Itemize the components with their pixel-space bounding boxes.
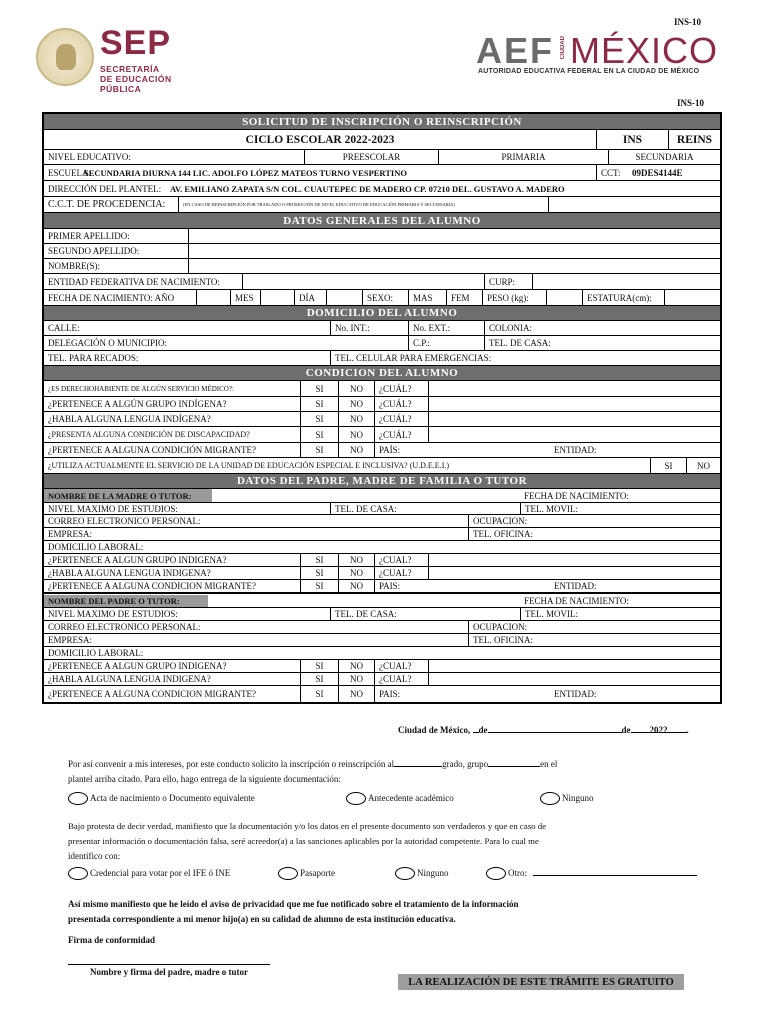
pasaporte-radio-icon[interactable] bbox=[278, 867, 298, 880]
padre-correo-row bbox=[44, 621, 720, 634]
q-grupo-cual-input[interactable] bbox=[428, 397, 720, 411]
inscription-form bbox=[42, 112, 722, 704]
aef-wordmark: AEF bbox=[476, 30, 554, 71]
padre-migrante-pais-label: PAIS: bbox=[374, 686, 550, 702]
peso-input[interactable] bbox=[546, 290, 582, 305]
q-discapacidad-cual-input[interactable] bbox=[428, 427, 720, 442]
ciudad-label: Ciudad de México, bbox=[398, 725, 471, 735]
madre-tel-movil-label: TEL. MOVIL: bbox=[520, 503, 720, 514]
entidad-nacimiento-label: ENTIDAD FEDERATIVA DE NACIMIENTO: bbox=[48, 276, 220, 287]
ninguno-id-radio-icon[interactable] bbox=[395, 867, 415, 880]
protesta-paragraph bbox=[68, 819, 702, 864]
solicitud-text-a: Por así convenir a mis intereses, por este conducto solicito la inscripción o reinscripción al bbox=[68, 759, 395, 769]
q-udeei-label: ¿UTILIZA ACTUALMENTE EL SERVICIO DE LA UNIDAD DE EDUCACIÓN ESPECIAL E INCLUSIVA? (U.D.E.E.I.) bbox=[48, 461, 450, 470]
delegacion-row bbox=[44, 336, 720, 351]
option-otro[interactable] bbox=[486, 866, 697, 881]
madre-nombre-row bbox=[44, 489, 720, 503]
q-udeei-si[interactable]: SI bbox=[650, 458, 686, 473]
padre-empresa-label: EMPRESA: bbox=[48, 635, 93, 645]
padre-domicilio-laboral-label: DOMICILIO LABORAL: bbox=[48, 648, 144, 658]
madre-estudios-row bbox=[44, 503, 720, 515]
option-acta[interactable] bbox=[68, 791, 255, 806]
reins-checkbox[interactable]: REINS bbox=[668, 130, 720, 149]
aef-mexico-wordmark: MÉXICO bbox=[570, 30, 719, 71]
padre-tel-casa-label: TEL. DE CASA: bbox=[330, 608, 520, 620]
entidad-curp-row bbox=[44, 274, 720, 290]
anio-input[interactable] bbox=[196, 290, 230, 305]
grado-label: grado, grupo bbox=[442, 759, 489, 769]
q-lengua-cual-input[interactable] bbox=[428, 412, 720, 426]
curp-label: CURP: bbox=[484, 274, 532, 289]
aef-subtitle: AUTORIDAD EDUCATIVA FEDERAL EN LA CIUDAD DE MÉXICO bbox=[478, 68, 700, 75]
madre-domicilio-laboral-label: DOMICILIO LABORAL: bbox=[48, 542, 144, 552]
segundo-apellido-input[interactable] bbox=[188, 244, 720, 258]
q-grupo-label: ¿PERTENECE A ALGÚN GRUPO INDÍGENA? bbox=[48, 399, 227, 409]
madre-correo-row bbox=[44, 515, 720, 528]
cct-procedencia-note: (EN CASO DE REINSCRIPCIÓN POR TRASLADO O PROMOCIÓN DE NIVEL EDUCATIVO DE EDUCACIÓN PRIMARIA Y SECUNDARIA) bbox=[178, 197, 548, 212]
padre-grupo-cual-label: ¿CUAL? bbox=[374, 660, 428, 672]
peso-label: PESO (kg): bbox=[482, 290, 546, 305]
aef-ciudad-label: CIUDAD bbox=[560, 36, 566, 60]
padre-nombre-row bbox=[44, 595, 720, 608]
sexo-fem-option[interactable]: FEM bbox=[446, 290, 482, 305]
padre-grupo-row bbox=[44, 660, 720, 673]
date-month-field[interactable] bbox=[488, 723, 622, 733]
q-derecho-label: ¿ES DERECHOHABIENTE DE ALGÚN SERVICIO MÉDICO?: bbox=[48, 384, 234, 393]
no-int-label: No. INT.: bbox=[330, 321, 408, 335]
cct-value: 09DES4144E bbox=[632, 167, 683, 178]
dia-input[interactable] bbox=[326, 290, 362, 305]
en-el-label: en el bbox=[540, 759, 558, 769]
antecedente-radio-icon[interactable] bbox=[346, 792, 366, 805]
padre-grupo-label: ¿PERTENECE A ALGUN GRUPO INDIGENA? bbox=[48, 661, 227, 671]
madre-tel-oficina-label: TEL. OFICINA: bbox=[468, 528, 720, 540]
solicitud-text-b: plantel arriba citado. Para ello, hago entrega de la siguiente documentación: bbox=[68, 774, 341, 784]
primaria-option[interactable]: PRIMARIA bbox=[438, 150, 608, 164]
form-title: SOLICITUD DE INSCRIPCIÓN O REINSCRIPCIÓN bbox=[242, 115, 522, 128]
option-ninguno-id[interactable] bbox=[395, 866, 449, 881]
padre-tel-oficina-label: TEL. OFICINA: bbox=[468, 634, 720, 646]
q-lengua-no[interactable]: NO bbox=[338, 412, 374, 426]
q-discapacidad-label: ¿PRESENTA ALGUNA CONDICIÓN DE DISCAPACIDAD? bbox=[48, 430, 250, 439]
delegacion-label: DELEGACIÓN O MUNICIPIO: bbox=[48, 338, 167, 348]
cct-procedencia-row bbox=[44, 197, 720, 213]
solicitud-line-1 bbox=[68, 757, 700, 772]
padre-migrante-entidad-label: ENTIDAD: bbox=[554, 689, 597, 699]
calle-label: CALLE: bbox=[48, 323, 80, 333]
madre-grupo-si[interactable]: SI bbox=[300, 554, 338, 566]
escuela-value: SECUNDARIA DIURNA 144 LIC. ADOLFO LÓPEZ MATEOS TURNO VESPERTINO bbox=[84, 167, 407, 178]
madre-grupo-cual-label: ¿CUAL? bbox=[374, 554, 428, 566]
calle-row bbox=[44, 321, 720, 336]
solicitud-paragraph bbox=[68, 757, 700, 787]
primer-apellido-input[interactable] bbox=[188, 229, 720, 243]
madre-nivel-max-label: NIVEL MAXIMO DE ESTUDIOS: bbox=[48, 503, 178, 514]
acta-radio-icon[interactable] bbox=[68, 792, 88, 805]
q-grupo-row bbox=[44, 397, 720, 412]
telefonos-row bbox=[44, 351, 720, 366]
curp-input[interactable] bbox=[532, 274, 720, 289]
padre-migrante-no[interactable]: NO bbox=[338, 686, 374, 702]
domicilio-title: DOMICILIO DEL ALUMNO bbox=[306, 307, 458, 319]
option-antecedente[interactable] bbox=[346, 791, 454, 806]
madre-domicilio-row bbox=[44, 541, 720, 554]
q-grupo-cual-label: ¿CUÁL? bbox=[374, 397, 428, 411]
sexo-label: SEXO: bbox=[362, 290, 408, 305]
section-title bbox=[44, 114, 720, 130]
primer-apellido-label: PRIMER APELLIDO: bbox=[48, 231, 130, 241]
ninguno-id-label: Ninguno bbox=[417, 868, 449, 878]
madre-lengua-si[interactable]: SI bbox=[300, 567, 338, 579]
nombres-input[interactable] bbox=[188, 259, 720, 273]
tel-celular-label: TEL. CELULAR PARA EMERGENCIAS: bbox=[330, 351, 720, 365]
option-ninguno[interactable] bbox=[540, 791, 594, 806]
nivel-label: NIVEL EDUCATIVO: bbox=[48, 152, 131, 162]
option-pasaporte[interactable] bbox=[278, 866, 335, 881]
padre-nombre-input[interactable] bbox=[208, 595, 520, 607]
protesta-line-1: Bajo protesta de decir verdad, manifiesto que la documentación y/o los datos en el presente documento son verdaderos y que en caso de bbox=[68, 821, 547, 831]
q-discapacidad-row bbox=[44, 427, 720, 443]
section-domicilio bbox=[44, 306, 720, 321]
padre-estudios-row bbox=[44, 608, 720, 621]
sep-sub-line-1: SECRETARÍA bbox=[100, 64, 160, 74]
q-derecho-cual-input[interactable] bbox=[428, 381, 720, 396]
madre-migrante-label: ¿PERTENECE A ALGUNA CONDICION MIGRANTE? bbox=[48, 581, 256, 591]
preescolar-option[interactable]: PREESCOLAR bbox=[304, 150, 438, 164]
segundo-apellido-label: SEGUNDO APELLIDO: bbox=[48, 246, 140, 256]
option-credencial[interactable] bbox=[68, 866, 230, 881]
protesta-line-2: presentar información o documentación falsa, seré acreedor(a) a las sanciones aplicables por la autoridad competente. Para lo cual me bbox=[68, 836, 539, 846]
ninguno-label: Ninguno bbox=[562, 793, 594, 803]
q-discapacidad-cual-label: ¿CUÁL? bbox=[374, 427, 428, 442]
q-migrante-si[interactable]: SI bbox=[300, 443, 338, 457]
estatura-input[interactable] bbox=[664, 290, 720, 305]
firma-line[interactable] bbox=[68, 964, 270, 980]
madre-empresa-label: EMPRESA: bbox=[48, 529, 93, 539]
q-lengua-si[interactable]: SI bbox=[300, 412, 338, 426]
sep-sub-line-3: PÚBLICA bbox=[100, 84, 142, 94]
q-migrante-no[interactable]: NO bbox=[338, 443, 374, 457]
madre-lengua-row bbox=[44, 567, 720, 580]
date-line bbox=[398, 723, 689, 738]
ninguno-radio-icon[interactable] bbox=[540, 792, 560, 805]
q-migrante-entidad-label: ENTIDAD: bbox=[554, 445, 597, 455]
ins-checkbox[interactable]: INS bbox=[596, 130, 668, 149]
madre-correo-label: CORREO ELECTRONICO PERSONAL: bbox=[48, 516, 201, 526]
nombres-row bbox=[44, 259, 720, 274]
tel-recados-label: TEL. PARA RECADOS: bbox=[48, 353, 139, 363]
madre-migrante-entidad-label: ENTIDAD: bbox=[554, 581, 597, 591]
madre-migrante-si[interactable]: SI bbox=[300, 580, 338, 592]
sep-logo bbox=[36, 22, 196, 94]
protesta-line-3: identifico con: bbox=[68, 851, 121, 861]
q-migrante-pais-label: PAÍS: bbox=[374, 443, 550, 457]
q-lengua-row bbox=[44, 412, 720, 427]
madre-lengua-cual-input[interactable] bbox=[428, 567, 720, 579]
madre-lengua-label: ¿HABLA ALGUNA LENGUA INDIGENA? bbox=[48, 568, 211, 578]
firma-conformidad: Firma de conformidad bbox=[68, 935, 155, 945]
credencial-radio-icon[interactable] bbox=[68, 867, 88, 880]
q-lengua-cual-label: ¿CUÁL? bbox=[374, 412, 428, 426]
padre-lengua-si[interactable]: SI bbox=[300, 673, 338, 685]
q-lengua-label: ¿HABLA ALGUNA LENGUA INDÍGENA? bbox=[48, 414, 211, 424]
madre-lengua-no[interactable]: NO bbox=[338, 567, 374, 579]
padre-fecha-nac-label: FECHA DE NACIMIENTO: bbox=[524, 596, 629, 606]
ciclo-row bbox=[44, 130, 720, 150]
nivel-row bbox=[44, 150, 720, 165]
padre-domicilio-row bbox=[44, 647, 720, 660]
padre-tel-movil-label: TEL. MOVIL: bbox=[520, 608, 720, 620]
padre-lengua-row bbox=[44, 673, 720, 686]
datos-padre-title: DATOS DEL PADRE, MADRE DE FAMILIA O TUTOR bbox=[236, 475, 528, 487]
madre-grupo-no[interactable]: NO bbox=[338, 554, 374, 566]
datos-generales-title: DATOS GENERALES DEL ALUMNO bbox=[283, 214, 481, 227]
padre-lengua-label: ¿HABLA ALGUNA LENGUA INDIGENA? bbox=[48, 674, 211, 684]
privacidad-line-1: Así mismo manifiesto que he leído el aviso de privacidad que me fue notificado sobre el tratamiento de la información bbox=[68, 899, 519, 909]
mes-input[interactable] bbox=[260, 290, 294, 305]
section-datos-generales bbox=[44, 213, 720, 229]
madre-migrante-no[interactable]: NO bbox=[338, 580, 374, 592]
cct-label: CCT: bbox=[596, 165, 626, 180]
padre-correo-label: CORREO ELECTRONICO PERSONAL: bbox=[48, 622, 201, 632]
form-code-top: INS-10 bbox=[674, 17, 702, 27]
date-dot: . bbox=[686, 725, 689, 735]
q-migrante-row bbox=[44, 443, 720, 458]
q-udeei-row bbox=[44, 458, 720, 474]
padre-nivel-max-label: NIVEL MAXIMO DE ESTUDIOS: bbox=[48, 609, 178, 619]
escuela-label: ESCUELA: bbox=[48, 167, 92, 178]
madre-grupo-label: ¿PERTENECE A ALGUN GRUPO INDIGENA? bbox=[48, 555, 227, 565]
direccion-row bbox=[44, 181, 720, 197]
madre-migrante-pais-label: PAIS: bbox=[374, 580, 550, 592]
q-derecho-no[interactable]: NO bbox=[338, 381, 374, 396]
colonia-label: COLONIA: bbox=[484, 321, 720, 335]
q-grupo-no[interactable]: NO bbox=[338, 397, 374, 411]
de-label-2: de bbox=[621, 725, 631, 735]
q-migrante-label: ¿PERTENECE A ALGUNA CONDICIÓN MIGRANTE? bbox=[48, 445, 256, 455]
q-derecho-si[interactable]: SI bbox=[300, 381, 338, 396]
section-condicion bbox=[44, 366, 720, 381]
entidad-nacimiento-input[interactable] bbox=[242, 274, 484, 289]
de-label-1: de bbox=[478, 725, 488, 735]
privacidad-paragraph bbox=[68, 897, 708, 927]
national-seal-icon bbox=[36, 28, 94, 86]
sep-sub-line-2: DE EDUCACIÓN bbox=[100, 74, 172, 84]
direccion-label: DIRECCIÓN DEL PLANTEL: bbox=[48, 183, 162, 194]
fecha-nacimiento-row bbox=[44, 290, 720, 306]
otro-radio-icon[interactable] bbox=[486, 867, 506, 880]
padre-migrante-label: ¿PERTENECE A ALGUNA CONDICION MIGRANTE? bbox=[48, 689, 256, 699]
year-value: 2022 bbox=[649, 725, 668, 735]
secundaria-option[interactable]: SECUNDARIA bbox=[608, 150, 720, 164]
aef-logo bbox=[476, 30, 719, 82]
madre-grupo-cual-input[interactable] bbox=[428, 554, 720, 566]
padre-grupo-no[interactable]: NO bbox=[338, 660, 374, 672]
q-derecho-row bbox=[44, 381, 720, 397]
grupo-field[interactable] bbox=[488, 757, 540, 767]
padre-lengua-cual-input[interactable] bbox=[428, 673, 720, 685]
condicion-title: CONDICION DEL ALUMNO bbox=[305, 367, 459, 379]
madre-lengua-cual-label: ¿CUAL? bbox=[374, 567, 428, 579]
padre-empresa-row bbox=[44, 634, 720, 647]
direccion-value: AV. EMILIANO ZAPATA S/N COL. CUAUTEPEC DE MADERO CP. 07210 DEL. GUSTAVO A. MADERO bbox=[170, 183, 565, 194]
no-ext-label: No. EXT.: bbox=[408, 321, 484, 335]
padre-nombre-label: NOMBRE DEL PADRE O TUTOR: bbox=[44, 595, 208, 607]
q-udeei-no[interactable]: NO bbox=[686, 458, 720, 473]
pasaporte-label: Pasaporte bbox=[300, 868, 335, 878]
antecedente-label: Antecedente académico bbox=[368, 793, 454, 803]
q-discapacidad-no[interactable]: NO bbox=[338, 427, 374, 442]
otro-label: Otro: bbox=[508, 868, 527, 878]
madre-tel-casa-label: TEL. DE CASA: bbox=[330, 503, 520, 514]
dia-label: DÍA bbox=[294, 290, 326, 305]
madre-empresa-row bbox=[44, 528, 720, 541]
madre-grupo-row bbox=[44, 554, 720, 567]
cp-label: C.P.: bbox=[408, 336, 484, 350]
madre-migrante-row bbox=[44, 580, 720, 594]
padre-lengua-no[interactable]: NO bbox=[338, 673, 374, 685]
q-derecho-cual-label: ¿CUÁL? bbox=[374, 381, 428, 396]
form-code-second: INS-10 bbox=[677, 98, 705, 108]
mes-label: MES bbox=[230, 290, 260, 305]
cct-procedencia-input[interactable] bbox=[548, 197, 720, 212]
year-field[interactable] bbox=[631, 723, 687, 733]
privacidad-line-2: presentada correspondiente a mi menor hijo(a) en su calidad de alumno de esta institución educativa. bbox=[68, 914, 456, 924]
sep-wordmark: SEP bbox=[100, 24, 172, 62]
segundo-apellido-row bbox=[44, 244, 720, 259]
tel-casa-label: TEL. DE CASA: bbox=[484, 336, 720, 350]
tramite-gratuito-banner: LA REALIZACIÓN DE ESTE TRÁMITE ES GRATUITO bbox=[398, 974, 684, 990]
padre-grupo-cual-input[interactable] bbox=[428, 660, 720, 672]
estatura-label: ESTATURA(cm): bbox=[582, 290, 664, 305]
padre-grupo-si[interactable]: SI bbox=[300, 660, 338, 672]
sep-subtitle bbox=[100, 64, 172, 94]
q-grupo-si[interactable]: SI bbox=[300, 397, 338, 411]
madre-fecha-nac-label: FECHA DE NACIMIENTO: bbox=[524, 490, 629, 501]
padre-ocupacion-label: OCUPACION: bbox=[468, 621, 720, 633]
padre-migrante-si[interactable]: SI bbox=[300, 686, 338, 702]
nombres-label: NOMBRE(S): bbox=[48, 261, 101, 271]
madre-nombre-label: NOMBRE DE LA MADRE O TUTOR: bbox=[44, 489, 212, 502]
credencial-label: Credencial para votar por el IFE ó INE bbox=[90, 868, 231, 878]
primer-apellido-row bbox=[44, 229, 720, 244]
acta-label: Acta de nacimiento o Documento equivalente bbox=[90, 793, 255, 803]
madre-ocupacion-label: OCUPACION: bbox=[468, 515, 720, 527]
q-discapacidad-si[interactable]: SI bbox=[300, 427, 338, 442]
escuela-row bbox=[44, 165, 720, 181]
fecha-anio-label: FECHA DE NACIMIENTO: AÑO bbox=[48, 292, 175, 303]
madre-nombre-input[interactable] bbox=[212, 489, 520, 502]
cct-procedencia-label: C.C.T. DE PROCEDENCIA: bbox=[48, 199, 166, 210]
ciclo-escolar: CICLO ESCOLAR 2022-2023 bbox=[245, 133, 395, 146]
sexo-mas-option[interactable]: MAS bbox=[408, 290, 446, 305]
otro-field[interactable] bbox=[533, 866, 697, 876]
nombre-firma-label: Nombre y firma del padre, madre o tutor bbox=[90, 967, 248, 977]
padre-lengua-cual-label: ¿CUAL? bbox=[374, 673, 428, 685]
section-datos-padre bbox=[44, 474, 720, 489]
padre-migrante-row bbox=[44, 686, 720, 702]
grado-field[interactable] bbox=[394, 757, 442, 767]
